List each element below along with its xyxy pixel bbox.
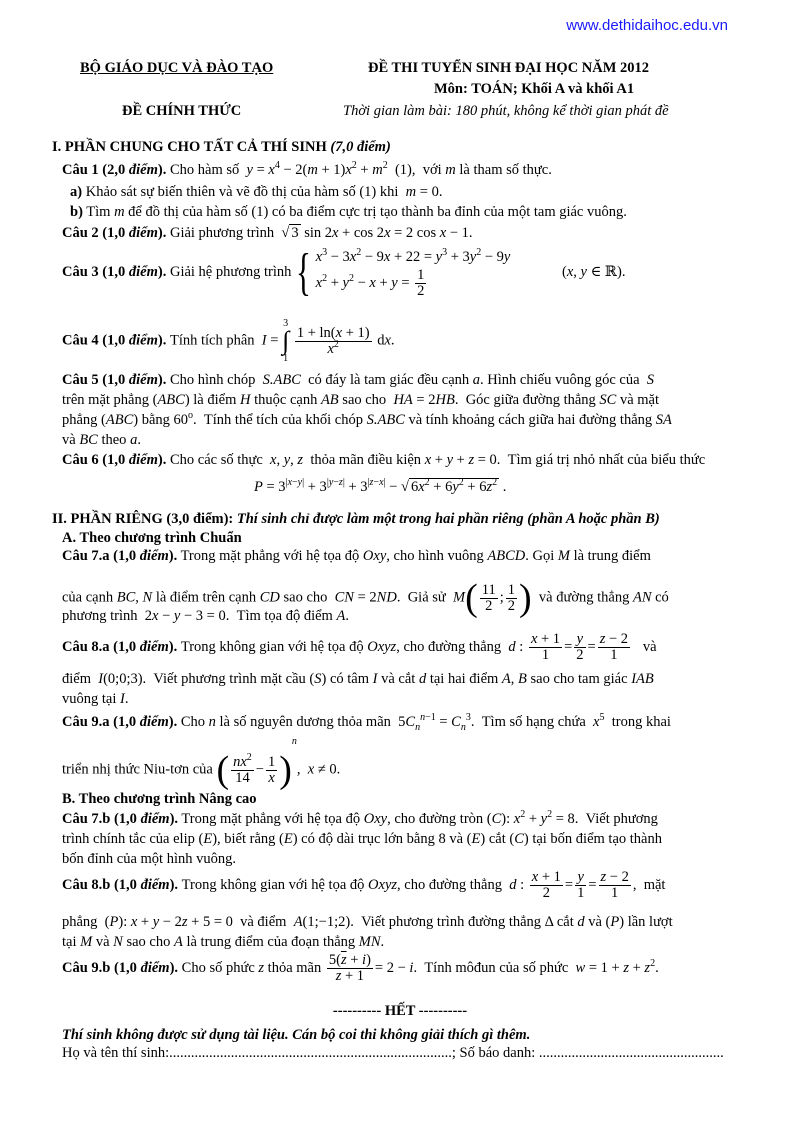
question-7a-l3: phương trình 2x − y − 3 = 0. Tìm tọa độ điểm A. bbox=[62, 608, 349, 624]
question-8a-l2: điểm I(0;0;3). Viết phương trình mặt cầu (S) có tâm I và cắt d tại hai điểm A, B sao cho tam giác IAB bbox=[62, 671, 654, 687]
question-8b-l1: Câu 8.b (1,0 điểm). Trong không gian với hệ tọa độ Oxyz, cho đường thẳng d : $\frac{x + 1}{2}$ = $\frac{y}{1}$ = $\frac{z - 2}{1}$ , mặt bbox=[62, 869, 666, 901]
exam-time: Thời gian làm bài: 180 phút, không kể thời gian phát đề bbox=[343, 103, 669, 119]
part2a-title: A. Theo chương trình Chuẩn bbox=[62, 530, 242, 546]
sbd-dots: ................................................... bbox=[538, 1045, 724, 1061]
question-5-l2: trên mặt phẳng (ABC) là điểm H thuộc cạnh AB sao cho HA = 2HB. Góc giữa đường thẳng SC và mặt bbox=[62, 392, 660, 408]
site-url[interactable]: www.dethidaihoc.edu.vn bbox=[566, 17, 728, 34]
footer-candidate-line bbox=[62, 1044, 800, 1062]
question-5-l3: phẳng (ABC) bằng 60$^o$. Tính thể tích của khối chóp S.ABC và tính khoảng cách giữa hai đường thẳng SA bbox=[62, 410, 672, 428]
question-1: Câu 1 (2,0 điểm). Cho hàm số $y = x^4 - 2(m + 1)x^2 + m^2$ (1), với m là tham số thực. bbox=[62, 160, 552, 178]
question-8a-l3: vuông tại I. bbox=[62, 691, 129, 707]
question-5-l4: và BC theo a. bbox=[62, 432, 141, 448]
candidate-name-label: Họ và tên thí sinh: bbox=[62, 1045, 170, 1061]
question-6-expression: $P = 3^{|x-y|} + 3^{|y-z|} + 3^{|z-x|}$ − √ $6x^2 + 6y^2 + 6z^2$ . bbox=[254, 477, 507, 495]
question-6: Câu 6 (1,0 điểm). Cho các số thực x, y, z thỏa mãn điều kiện x + y + z = 0. Tìm giá trị nhỏ nhất của biểu thức bbox=[62, 452, 706, 468]
sbd-label: ; Số báo danh: bbox=[451, 1045, 536, 1061]
part1-points: (7,0 điểm) bbox=[330, 139, 391, 155]
question-5-l1: Câu 5 (1,0 điểm). Cho hình chóp S.ABC có đáy là tam giác đều cạnh a. Hình chiếu vuông góc của S bbox=[62, 372, 655, 388]
part2-heading bbox=[52, 510, 800, 528]
part1-title: I. PHẦN CHUNG CHO TẤT CẢ THÍ SINH bbox=[52, 139, 327, 155]
part2b-title: B. Theo chương trình Nâng cao bbox=[62, 791, 257, 807]
question-7a-l2: của cạnh BC, N là điểm trên cạnh CD sao cho CN = 2ND. Giả sử M( $\frac{11}{2}$ ; $\frac{1}{2}$ ) và đường thẳng AN có bbox=[62, 577, 669, 619]
question-9b: Câu 9.b (1,0 điểm). Cho số phức z thỏa mãn $\frac{5(\overline{z} + i)}{z + 1}$ = 2 − i. Tính môđun của số phức $w = 1 + z + z^2$. bbox=[62, 952, 659, 984]
part2-note: Thí sinh chỉ được làm một trong hai phần riêng (phần A hoặc phần B) bbox=[236, 511, 660, 527]
official-label: ĐỀ CHÍNH THỨC bbox=[122, 103, 242, 119]
exam-title: ĐỀ THI TUYỂN SINH ĐẠI HỌC NĂM 2012 bbox=[368, 60, 650, 76]
candidate-name-dots: .............................................................................. bbox=[169, 1045, 452, 1061]
question-4: Câu 4 (1,0 điểm). Tính tích phân I = 3 ∫ 1 $\frac{1 + \ln(x + 1)}{x^2}$ dx. bbox=[62, 318, 395, 364]
footer-note: Thí sinh không được sử dụng tài liệu. Cán bộ coi thi không giải thích gì thêm. bbox=[62, 1027, 531, 1043]
question-9a-l1: Câu 9.a (1,0 điểm). Cho n là số nguyên dương thỏa mãn $5C_n^{n-1} = C_n^3$. Tìm số hạng chứa $x^5$ trong khai bbox=[62, 712, 671, 733]
question-8a-l1: Câu 8.a (1,0 điểm). Trong không gian với hệ tọa độ Oxyz, cho đường thẳng d : $\frac{x + 1}{1}$ = $\frac{y}{2}$ = $\frac{z - 2}{1}$ và bbox=[62, 631, 657, 663]
question-8b-l3: tại M và N sao cho A là trung điểm của đoạn thẳng MN. bbox=[62, 934, 385, 950]
part1-heading bbox=[52, 138, 800, 156]
part2-title: II. PHẦN RIÊNG (3,0 điểm): bbox=[52, 511, 234, 527]
question-1b: b) Tìm m để đồ thị của hàm số (1) có ba điểm cực trị tạo thành ba đỉnh của một tam giác vuông. bbox=[70, 204, 627, 220]
end-mark: ---------- HẾT ---------- bbox=[332, 1003, 468, 1019]
question-3: Câu 3 (1,0 điểm). Giải hệ phương trình { $x^3 - 3x^2 - 9x + 22 = y^3 + 3y^2 - 9y$ $x^2 + y^2 - x + y$ = $\frac{1}{2}$ (x, y ∈ ℝ). bbox=[62, 243, 626, 301]
question-2: Câu 2 (1,0 điểm). Giải phương trình √ 3 sin 2x + cos 2x = 2 cos x − 1. bbox=[62, 225, 473, 241]
question-7b-l2: trình chính tắc của elip (E), biết rằng (E) có độ dài trục lớn bằng 8 và (E) cắt (C) tại bốn điểm tạo thành bbox=[62, 831, 662, 847]
question-7a-l1: Câu 7.a (1,0 điểm). Trong mặt phẳng với hệ tọa độ Oxy, cho hình vuông ABCD. Gọi M là trung điểm bbox=[62, 548, 651, 564]
question-7b-l1: Câu 7.b (1,0 điểm). Trong mặt phẳng với hệ tọa độ Oxy, cho đường tròn (C): $x^2 + y^2 = 8$. Viết phương bbox=[62, 809, 658, 827]
question-1a: a) Khảo sát sự biến thiên và vẽ đồ thị của hàm số (1) khi m = 0. bbox=[70, 184, 443, 200]
exam-subject: Môn: TOÁN; Khối A và khối A1 bbox=[434, 81, 635, 97]
ministry-name: BỘ GIÁO DỤC VÀ ĐÀO TẠO bbox=[80, 60, 274, 76]
question-7b-l3: bốn đỉnh của một hình vuông. bbox=[62, 851, 236, 867]
question-9a-l2: triển nhị thức Niu-tơn của ( $\frac{nx^2}{14}$ − $\frac{1}{x}$ )$^n$, x ≠ 0. bbox=[62, 736, 341, 791]
question-8b-l2: phẳng (P): x + y − 2z + 5 = 0 và điểm A(1;−1;2). Viết phương trình đường thẳng Δ cắt d và (P) lần lượt bbox=[62, 914, 673, 930]
